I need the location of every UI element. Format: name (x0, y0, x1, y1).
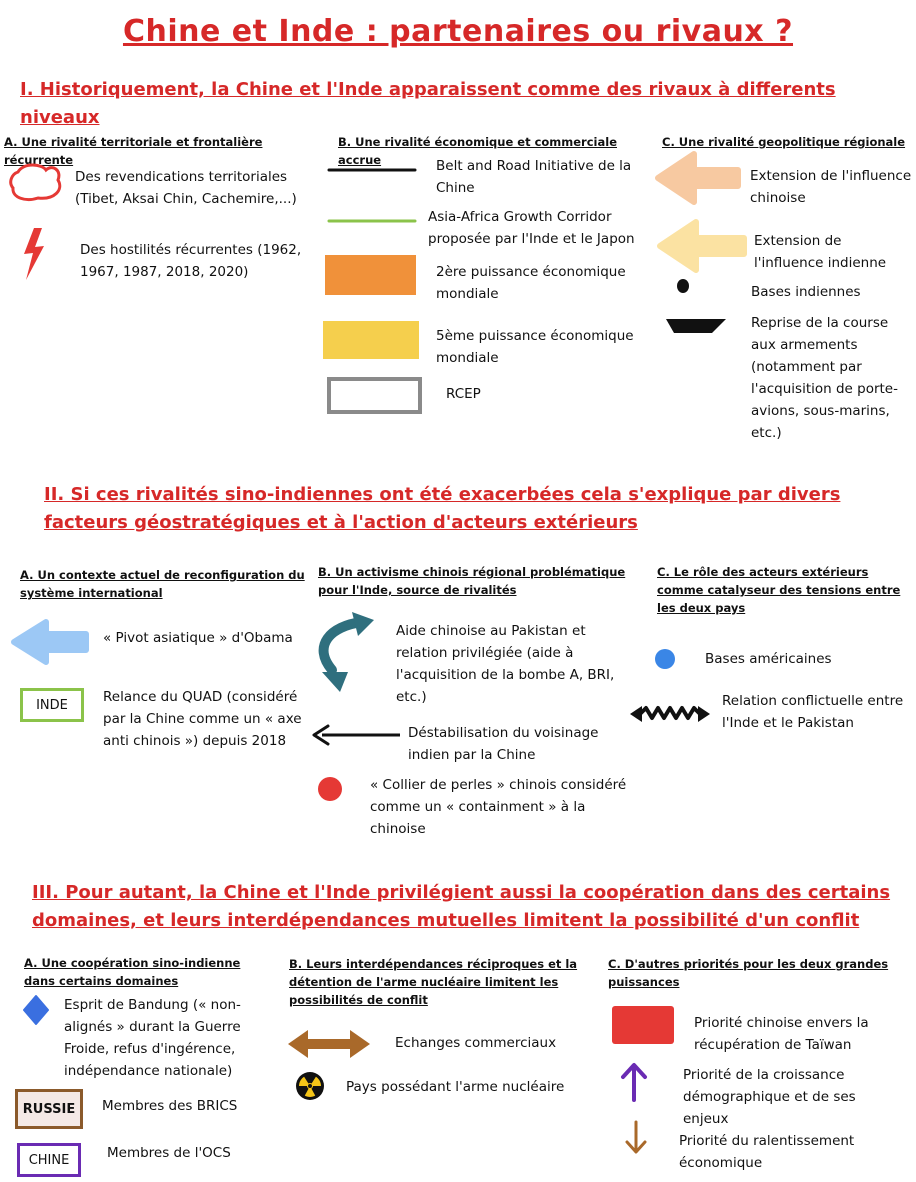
section2-heading: II. Si ces rivalités sino-indiennes ont été exacerbées cela s'explique par divers facteurs géostratégiques et à l'action d'acteurs extérieurs (44, 484, 841, 533)
section3-colA-item-2-text: Membres de l'OCS (107, 1145, 231, 1161)
section2-colB-item-1-text: Déstabilisation du voisinage indien par la Chine (408, 725, 599, 763)
section2-colB-item-0-text: Aide chinoise au Pakistan et relation privilégiée (aide à l'acquisition de la bombe A, BRI, etc.) (396, 623, 615, 705)
section1-colB-item-4-text: RCEP (446, 386, 481, 402)
section1-colB-item-0-text: Belt and Road Initiative de la Chine (436, 158, 632, 196)
inde-box-label: INDE (36, 697, 68, 713)
brown-down-arrow-icon (624, 1120, 648, 1156)
section2-colB-item-2-text: « Collier de perles » chinois considéré comme un « containment » à la chinoise (370, 777, 627, 837)
section3-heading: III. Pour autant, la Chine et l'Inde privilégient aussi la coopération dans des certains domaines, et leurs interdépendances mutuelles limitent la possibilité d'un conflit (32, 882, 891, 931)
red-dot-icon (316, 775, 344, 803)
section3-colC-item-0-text: Priorité chinoise envers la récupération de Taïwan (694, 1015, 869, 1053)
blue-dot-icon (653, 647, 677, 671)
section3-colA-item-0-text: Esprit de Bandung (« non-alignés » durant la Guerre Froide, refus d'ingérence, indépendance nationale) (64, 997, 241, 1079)
section3-colA-item-1-text: Membres des BRICS (102, 1098, 238, 1114)
section1-colA-item-0-text: Des revendications territoriales (Tibet, Aksai Chin, Cachemire,...) (75, 169, 297, 207)
orange-box-icon (325, 255, 416, 295)
russie-box-icon (15, 1089, 83, 1129)
inde-box-icon (20, 688, 84, 722)
section1-colC-title: C. Une rivalité geopolitique régionale (662, 135, 906, 149)
green-line-icon (327, 216, 417, 226)
section1-colB-item-1-text: Asia-Africa Growth Corridor proposée par l'Inde et le Japon (428, 209, 635, 247)
section2-colB-title: B. Un activisme chinois régional problématique pour l'Inde, source de rivalités (318, 565, 626, 597)
section1-colA-title: A. Une rivalité territoriale et frontalière récurrente (4, 135, 263, 167)
red-rect-icon (612, 1006, 674, 1044)
section1-colC-item-2-text: Bases indiennes (751, 284, 861, 300)
purple-up-arrow-icon (620, 1062, 648, 1102)
section3-colC-item-2-text: Priorité du ralentissement économique (679, 1133, 855, 1171)
chine-box-icon (17, 1143, 81, 1177)
section1-colB-item-2-text: 2ère puissance économique mondiale (436, 264, 626, 302)
nuclear-icon (295, 1071, 325, 1101)
section2-colC-title: C. Le rôle des acteurs extérieurs comme catalyseur des tensions entre les deux pays (657, 565, 901, 615)
lightning-icon (20, 226, 48, 282)
black-trapezoid-icon (664, 316, 728, 336)
section3-colA-title: A. Une coopération sino-indienne dans certains domaines (24, 956, 241, 988)
section2-colA-title: A. Un contexte actuel de reconfiguration du système international (20, 568, 305, 600)
section2-colC-item-0-text: Bases américaines (705, 651, 832, 667)
curved-arrow-icon (302, 608, 384, 694)
section1-colB-item-3-text: 5ème puissance économique mondiale (436, 328, 634, 366)
red-outline-shape-icon (8, 160, 64, 204)
section3-colB-title: B. Leurs interdépendances réciproques et la détention de l'arme nucléaire limitent les possibilités de conflit (289, 957, 578, 1007)
black-dot-icon (674, 277, 692, 295)
blue-diamond-icon (22, 994, 50, 1026)
black-arrow-left-icon (312, 724, 402, 746)
chine-box-label: CHINE (28, 1152, 70, 1168)
grey-outline-box-icon (327, 377, 422, 414)
section3-colC-title: C. D'autres priorités pour les deux grandes puissances (608, 957, 889, 989)
section1-colB-title: B. Une rivalité économique et commerciale accrue (338, 135, 617, 167)
russie-box-label: RUSSIE (22, 1101, 76, 1117)
page-title: Chine et Inde : partenaires ou rivaux ? (122, 14, 794, 49)
section1-colC-item-1-text: Extension de l'influence indienne (754, 233, 887, 271)
section1-heading: I. Historiquement, la Chine et l'Inde apparaissent comme des rivaux à differents niveaux (20, 79, 836, 128)
cream-arrow-icon (656, 218, 748, 274)
section1-colA-item-1-text: Des hostilités récurrentes (1962, 1967, 1987, 2018, 2020) (80, 242, 302, 280)
section2-colC-item-1-text: Relation conflictuelle entre l'Inde et le Pakistan (722, 693, 904, 731)
section3-colB-item-1-text: Pays possédant l'arme nucléaire (346, 1079, 565, 1095)
section2-colA-item-1-text: Relance du QUAD (considéré par la Chine comme un « axe anti chinois ») depuis 2018 (103, 689, 302, 749)
section1-colC-item-3-text: Reprise de la course aux armements (notamment par l'acquisition de porte-avions, sous-marins, etc.) (751, 315, 898, 441)
section1-colC-item-0-text: Extension de l'influence chinoise (750, 168, 912, 206)
section3-colC-item-1-text: Priorité de la croissance démographique et de ses enjeux (683, 1067, 856, 1127)
black-line-icon (327, 165, 417, 175)
yellow-box-icon (323, 321, 419, 359)
section2-colA-item-0-text: « Pivot asiatique » d'Obama (103, 630, 293, 646)
peach-arrow-icon (654, 150, 742, 206)
jagged-double-arrow-icon (628, 702, 712, 726)
section3-colB-item-0-text: Echanges commerciaux (395, 1035, 557, 1051)
brown-double-arrow-icon (286, 1025, 372, 1063)
light-blue-arrow-icon (10, 618, 90, 666)
